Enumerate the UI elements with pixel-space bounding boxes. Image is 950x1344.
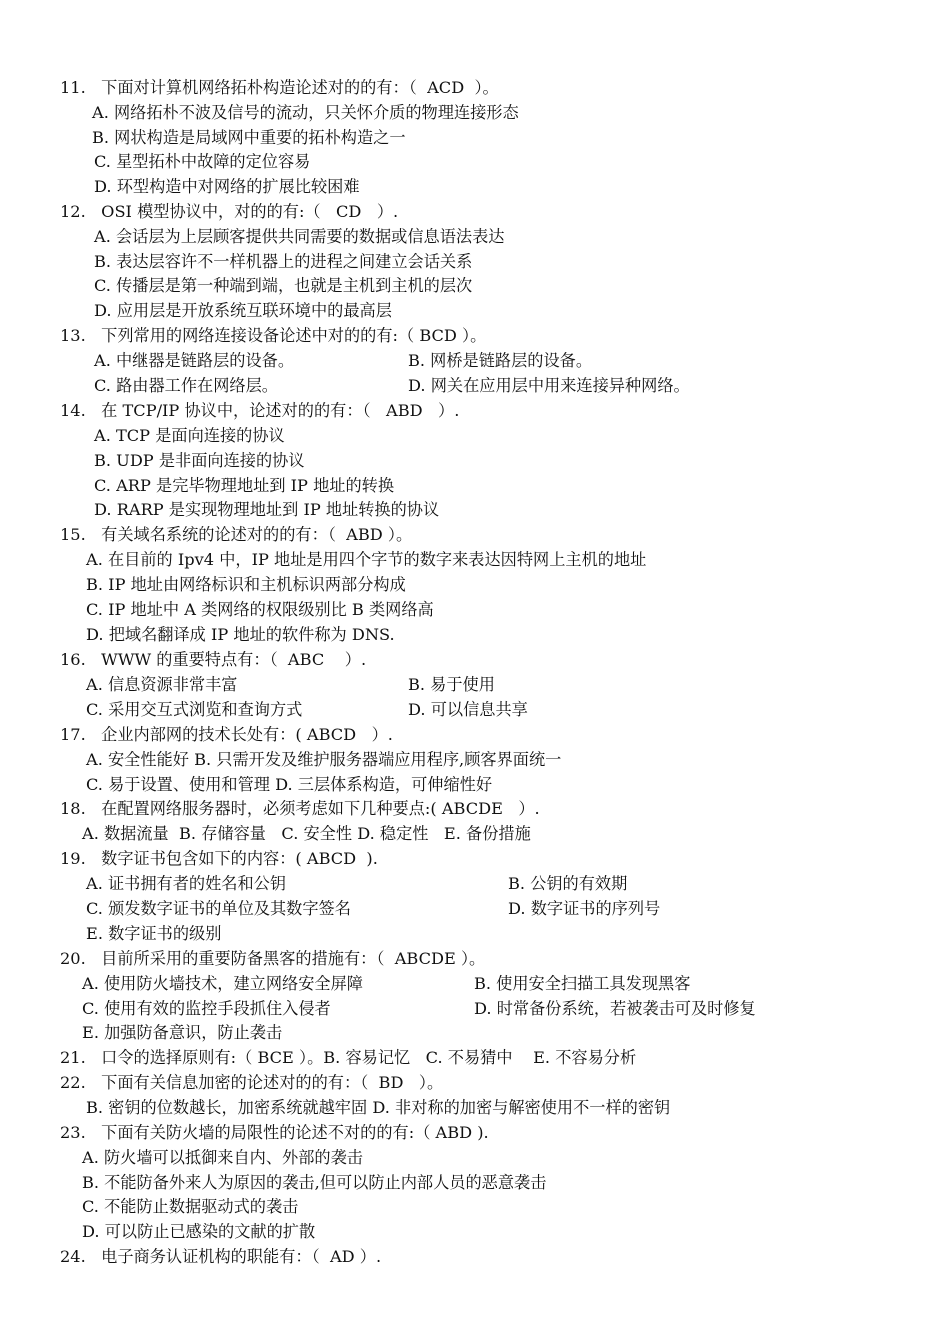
option-14-c: C. ARP 是完毕物理地址到 IP 地址的转换 — [94, 476, 395, 495]
option-11-b: B. 网状构造是局域网中重要的拓朴构造之一 — [92, 128, 406, 147]
option-15-b: B. IP 地址由网络标识和主机标识两部分构成 — [86, 575, 406, 594]
option-19-a: A. 证书拥有者的姓名和公钥 — [86, 874, 287, 893]
option-20-a: A. 使用防火墙技术，建立网络安全屏障 — [82, 974, 363, 993]
option-20-b: B. 使用安全扫描工具发现黑客 — [474, 974, 691, 993]
option-17-cd: C. 易于设置、使用和管理 D. 三层体系构造，可伸缩性好 — [86, 775, 493, 794]
option-13-b: B. 网桥是链路层的设备。 — [408, 351, 593, 370]
question-14: 14. 在 TCP/IP 协议中，论述对的的有：（ ABD ）. — [60, 401, 460, 420]
option-13-a: A. 中继器是链路层的设备。 — [94, 351, 295, 370]
option-11-d: D. 环型构造中对网络的扩展比较困难 — [94, 177, 360, 196]
option-15-a: A. 在目前的 Ipv4 中，IP 地址是用四个字节的数字来表达因特网上主机的地址 — [86, 550, 647, 569]
question-17: 17. 企业内部网的技术长处有：( ABCD ）. — [60, 725, 393, 744]
option-16-a: A. 信息资源非常丰富 — [86, 675, 238, 694]
question-23: 23. 下面有关防火墙的局限性的论述不对的的有:（ ABD ). — [60, 1123, 489, 1142]
option-14-a: A. TCP 是面向连接的协议 — [94, 426, 285, 445]
option-19-c: C. 颁发数字证书的单位及其数字签名 — [86, 899, 351, 918]
question-11: 11. 下面对计算机网络拓朴构造论述对的的有：（ ACD ）。 — [60, 78, 499, 97]
option-13-d: D. 网关在应用层中用来连接异种网络。 — [408, 376, 690, 395]
option-14-b: B. UDP 是非面向连接的协议 — [94, 451, 305, 470]
option-19-e: E. 数字证书的级别 — [86, 924, 222, 943]
options-18: A. 数据流量 B. 存储容量 C. 安全性 D. 稳定性 E. 备份措施 — [82, 824, 531, 843]
question-19: 19. 数字证书包含如下的内容：( ABCD ). — [60, 849, 378, 868]
option-14-d: D. RARP 是实现物理地址到 IP 地址转换的协议 — [94, 500, 440, 519]
option-20-c: C. 使用有效的监控手段抓住入侵者 — [82, 999, 331, 1018]
option-22-bd: B. 密钥的位数越长，加密系统就越牢固 D. 非对称的加密与解密使用不一样的密钥 — [86, 1098, 671, 1117]
option-16-d: D. 可以信息共享 — [408, 700, 528, 719]
option-23-c: C. 不能防止数据驱动式的袭击 — [82, 1197, 299, 1216]
question-20: 20. 目前所采用的重要防备黑客的措施有：（ ABCDE ）。 — [60, 949, 486, 968]
question-13: 13. 下列常用的网络连接设备论述中对的的有:（ BCD ）。 — [60, 326, 487, 345]
option-20-e: E. 加强防备意识，防止袭击 — [82, 1023, 283, 1042]
option-12-d: D. 应用层是开放系统互联环境中的最高层 — [94, 301, 392, 320]
option-12-b: B. 表达层容许不一样机器上的进程之间建立会话关系 — [94, 252, 473, 271]
option-19-b: B. 公钥的有效期 — [508, 874, 628, 893]
question-15: 15. 有关域名系统的论述对的的有：（ ABD ）。 — [60, 525, 413, 544]
option-16-b: B. 易于使用 — [408, 675, 495, 694]
question-21: 21. 口令的选择原则有:（ BCE ）。B. 容易记忆 C. 不易猜中 E. 不容易分析 — [60, 1048, 637, 1067]
option-15-d: D. 把域名翻译成 IP 地址的软件称为 DNS. — [86, 625, 395, 644]
question-22: 22. 下面有关信息加密的论述对的的有：（ BD ）。 — [60, 1073, 444, 1092]
option-15-c: C. IP 地址中 A 类网络的权限级别比 B 类网络高 — [86, 600, 434, 619]
option-16-c: C. 采用交互式浏览和查询方式 — [86, 700, 303, 719]
question-18: 18. 在配置网络服务器时，必须考虑如下几种要点:( ABCDE ）. — [60, 799, 540, 818]
option-12-c: C. 传播层是第一种端到端，也就是主机到主机的层次 — [94, 276, 473, 295]
option-19-d: D. 数字证书的序列号 — [508, 899, 661, 918]
option-20-d: D. 时常备份系统，若被袭击可及时修复 — [474, 999, 756, 1018]
question-16: 16. WWW 的重要特点有：（ ABC ）. — [60, 650, 367, 669]
question-12: 12. OSI 模型协议中，对的的有:（ CD ）. — [60, 202, 399, 221]
option-23-d: D. 可以防止已感染的文献的扩散 — [82, 1222, 316, 1241]
question-24: 24. 电子商务认证机构的职能有：（ AD ）. — [60, 1247, 382, 1266]
option-17-ab: A. 安全性能好 B. 只需开发及维护服务器端应用程序,顾客界面统一 — [86, 750, 562, 769]
option-11-c: C. 星型拓朴中故障的定位容易 — [94, 152, 311, 171]
option-11-a: A. 网络拓朴不波及信号的流动，只关怀介质的物理连接形态 — [92, 103, 519, 122]
option-13-c: C. 路由器工作在网络层。 — [94, 376, 278, 395]
option-12-a: A. 会话层为上层顾客提供共同需要的数据或信息语法表达 — [94, 227, 505, 246]
option-23-b: B. 不能防备外来人为原因的袭击,但可以防止内部人员的恶意袭击 — [82, 1173, 547, 1192]
option-23-a: A. 防火墙可以抵御来自内、外部的袭击 — [82, 1148, 363, 1167]
